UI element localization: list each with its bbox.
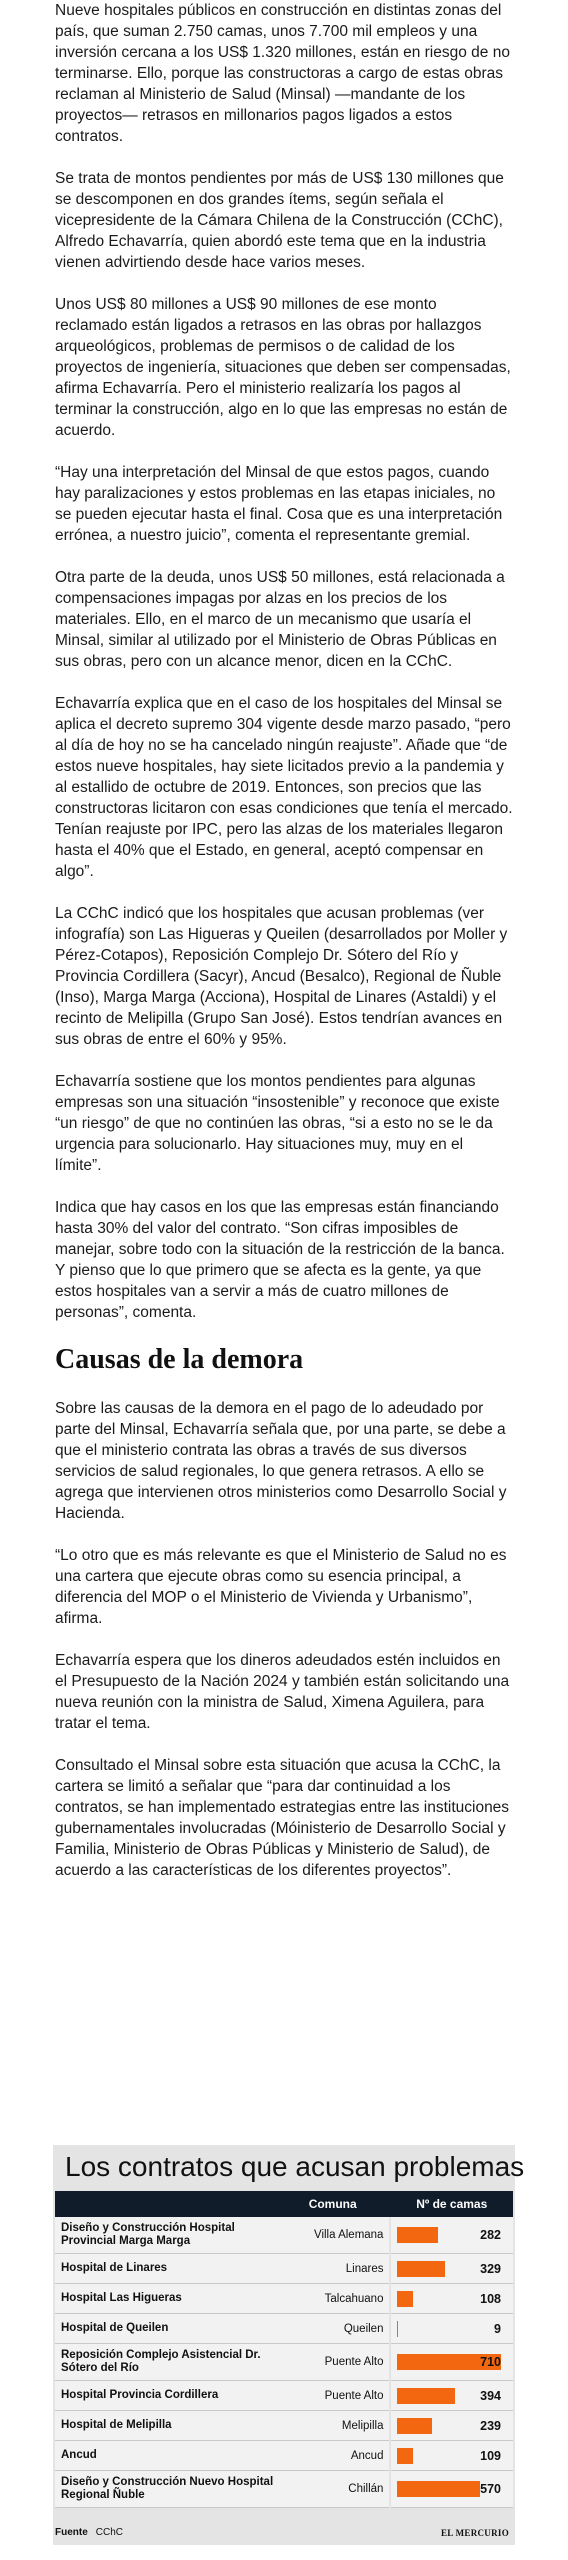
hospital-name: Diseño y Construcción Nuevo Hospital Regional Ñuble (55, 2471, 275, 2508)
comuna-name: Queilen (275, 2314, 391, 2344)
table-row (55, 2314, 513, 2344)
beds-value: 109 (480, 2448, 501, 2463)
beds-bar (397, 2291, 413, 2307)
hospital-name: Hospital de Linares (55, 2254, 275, 2284)
comuna-name: Melipilla (275, 2411, 391, 2441)
table-row (55, 2441, 513, 2471)
paragraph: Consultado el Minsal sobre esta situación que acusa la CChC, la cartera se limitó a señalar que “para dar continuidad a los contratos, se han implementado estrategias entre las instituciones gubernamentales involucradas (Móinisterio de Desarrollo Social y Familia, Ministerio de Obras Públicas y Ministerio de Salud), de acuerdo a las características de los diferentes proyectos”. (55, 1757, 510, 1879)
table-row (55, 2381, 513, 2411)
hospital-name: Hospital de Queilen (55, 2314, 275, 2344)
paragraph: Sobre las causas de la demora en el pago de lo adeudado por parte del Minsal, Echavarría señala que, por una parte, se debe a que el ministerio contrata las obras a través de sus diversos servicios de salud regionales, lo que genera retrasos. A ello se agrega que intervienen otros ministerios como Desarrollo Social y Hacienda. (55, 1400, 507, 1522)
paragraph: La CChC indicó que los hospitales que acusan problemas (ver infografía) son Las Higueras y Queilen (desarrollados por Moller y Pérez-Cotapos), Reposición Complejo Dr. Sótero del Río y Provincia Cordillera (Sacyr), Ancud (Besalco), Regional de Ñuble (Inso), Marga Marga (Acciona), Hospital de Linares (Astaldi) y el recinto de Melipilla (Grupo San José). Estos tendrían avances en sus obras de entre el 60% y 95%. (55, 905, 508, 1048)
hospital-name: Hospital Las Higueras (55, 2284, 275, 2314)
beds-cell (390, 2344, 513, 2381)
table-row (55, 2471, 513, 2508)
beds-value: 9 (494, 2321, 501, 2336)
beds-bar (397, 2448, 413, 2464)
table-header-row (55, 2191, 513, 2217)
table-body (55, 2217, 513, 2508)
beds-cell (390, 2254, 513, 2284)
comuna-name: Chillán (275, 2471, 391, 2508)
hospital-name: Hospital Provincia Cordillera (55, 2381, 275, 2411)
paragraph: “Lo otro que es más relevante es que el Ministerio de Salud no es una cartera que ejecute obras como su esencia principal, a diferencia del MOP o el Ministerio de Vivienda y Urbanismo”, afirma. (55, 1547, 507, 1627)
beds-value: 394 (480, 2388, 501, 2403)
comuna-name: Puente Alto (275, 2381, 391, 2411)
beds-bar (397, 2388, 455, 2404)
paragraph: Indica que hay casos en los que las empresas están financiando hasta 30% del valor del contrato. “Son cifras imposibles de manejar, sobre todo con la situación de la restricción de la banca. Y pienso que lo que primero que se afecta es la gente, ya que estos hospitales van a servir a más de cuatro millones de personas”, comenta. (55, 1199, 505, 1321)
article-body (55, 0, 513, 1902)
beds-cell (390, 2381, 513, 2411)
hospital-name: Ancud (55, 2441, 275, 2471)
paragraph: Echavarría explica que en el caso de los hospitales del Minsal se aplica el decreto supremo 304 vigente desde marzo pasado, “pero al día de hoy no se ha cancelado ningún reajuste”. Añade que “de estos nueve hospitales, hay siete licitados previo a la pandemia y al estallido de octubre de 2019. Entonces, son precios que las constructoras licitaron con esas condiciones que tenía el mercado. Tenían reajuste por IPC, pero las alzas de los materiales llegaron hasta el 40% que el Estado, en general, aceptó compensar en algo”. (55, 695, 513, 880)
beds-bar (397, 2227, 438, 2243)
paragraph: Se trata de montos pendientes por más de US$ 130 millones que se descomponen en dos grandes ítems, según señala el vicepresidente de la Cámara Chilena de la Construcción (CChC), Alfredo Echavarría, quien abordó este tema que en la industria vienen advirtiendo desde hace varios meses. (55, 170, 504, 271)
beds-cell (390, 2441, 513, 2471)
paragraph: Echavarría espera que los dineros adeudados estén incluidos en el Presupuesto de la Nación 2024 y también están solicitando una nueva reunión con la ministra de Salud, Ximena Aguilera, para tratar el tema. (55, 1652, 510, 1732)
beds-bar (397, 2261, 445, 2277)
hospital-name: Reposición Complejo Asistencial Dr. Sótero del Río (55, 2344, 275, 2381)
source-value: CChC (95, 2527, 124, 2538)
beds-cell (390, 2471, 513, 2508)
source-label: Fuente (55, 2527, 88, 2538)
beds-value: 329 (480, 2261, 501, 2276)
infographic-hospital-contracts (53, 2145, 525, 2545)
beds-value: 239 (480, 2418, 501, 2433)
table-row (55, 2344, 513, 2381)
table-row (55, 2217, 513, 2254)
paragraph: Unos US$ 80 millones a US$ 90 millones de ese monto reclamado están ligados a retrasos en las obras por hallazgos arqueológicos, problemas de permisos o de calidad de los proyectos de ingeniería, situaciones que deben ser compensadas, afirma Echavarría. Pero el ministerio realizaría los pagos al terminar la construcción, algo en lo que las empresas no están de acuerdo. (55, 296, 511, 439)
infographic-title: Los contratos que acusan problemas (65, 2151, 525, 2182)
paragraph: Nueve hospitales públicos en construcción en distintas zonas del país, que suman 2.750 camas, unos 7.700 mil empleos y una inversión cercana a los US$ 1.320 millones, están en riesgo de no terminarse. Ello, porque las constructoras a cargo de estas obras reclaman al Ministerio de Salud (Minsal) —mandante de los proyectos— retrasos en millonarios pagos ligados a estos contratos. (55, 2, 510, 145)
header-camas: Nº de camas (390, 2191, 513, 2217)
beds-bar (397, 2321, 398, 2337)
header-hospital (55, 2191, 275, 2217)
comuna-name: Ancud (275, 2441, 391, 2471)
comuna-name: Puente Alto (275, 2344, 391, 2381)
paragraph: Otra parte de la deuda, unos US$ 50 millones, está relacionada a compensaciones impagas por alzas en los precios de los materiales. Ello, en el marco de un mecanismo que usaría el Minsal, similar al utilizado por el Ministerio de Obras Públicas en sus obras, pero con un alcance menor, dicen en la CChC. (55, 569, 505, 670)
comuna-name: Talcahuano (275, 2284, 391, 2314)
source-note (55, 2527, 123, 2538)
table-row (55, 2284, 513, 2314)
beds-value: 710 (480, 2355, 501, 2369)
table-row (55, 2254, 513, 2284)
contracts-table (55, 2191, 513, 2508)
hospital-name: Diseño y Construcción Hospital Provincial Marga Marga (55, 2217, 275, 2254)
beds-value: 282 (480, 2228, 501, 2242)
beds-cell (390, 2314, 513, 2344)
beds-value: 108 (480, 2291, 501, 2306)
header-comuna: Comuna (275, 2191, 391, 2217)
table-row (55, 2411, 513, 2441)
beds-bar (397, 2481, 480, 2497)
comuna-name: Linares (275, 2254, 391, 2284)
beds-bar (397, 2418, 432, 2434)
beds-cell (390, 2411, 513, 2441)
comuna-name: Villa Alemana (275, 2217, 391, 2254)
paragraph: “Hay una interpretación del Minsal de que estos pagos, cuando hay paralizaciones y estos problemas en las etapas iniciales, no se pueden ejecutar hasta el final. Cosa que es una interpretación errónea, a nuestro juicio”, comenta el representante gremial. (55, 464, 503, 544)
hospital-name: Hospital de Melipilla (55, 2411, 275, 2441)
beds-cell (390, 2284, 513, 2314)
publisher-logo: EL MERCURIO (440, 2528, 509, 2538)
beds-cell (390, 2217, 513, 2254)
paragraph: Echavarría sostiene que los montos pendientes para algunas empresas son una situación “insostenible” y reconoce que existe “un riesgo” de que no continúen las obras, “si a esto no se le da urgencia para solucionarlo. Hay situaciones muy, muy en el límite”. (55, 1073, 500, 1174)
beds-value: 570 (480, 2482, 501, 2496)
section-subheading: Causas de la demora (55, 1344, 304, 1375)
